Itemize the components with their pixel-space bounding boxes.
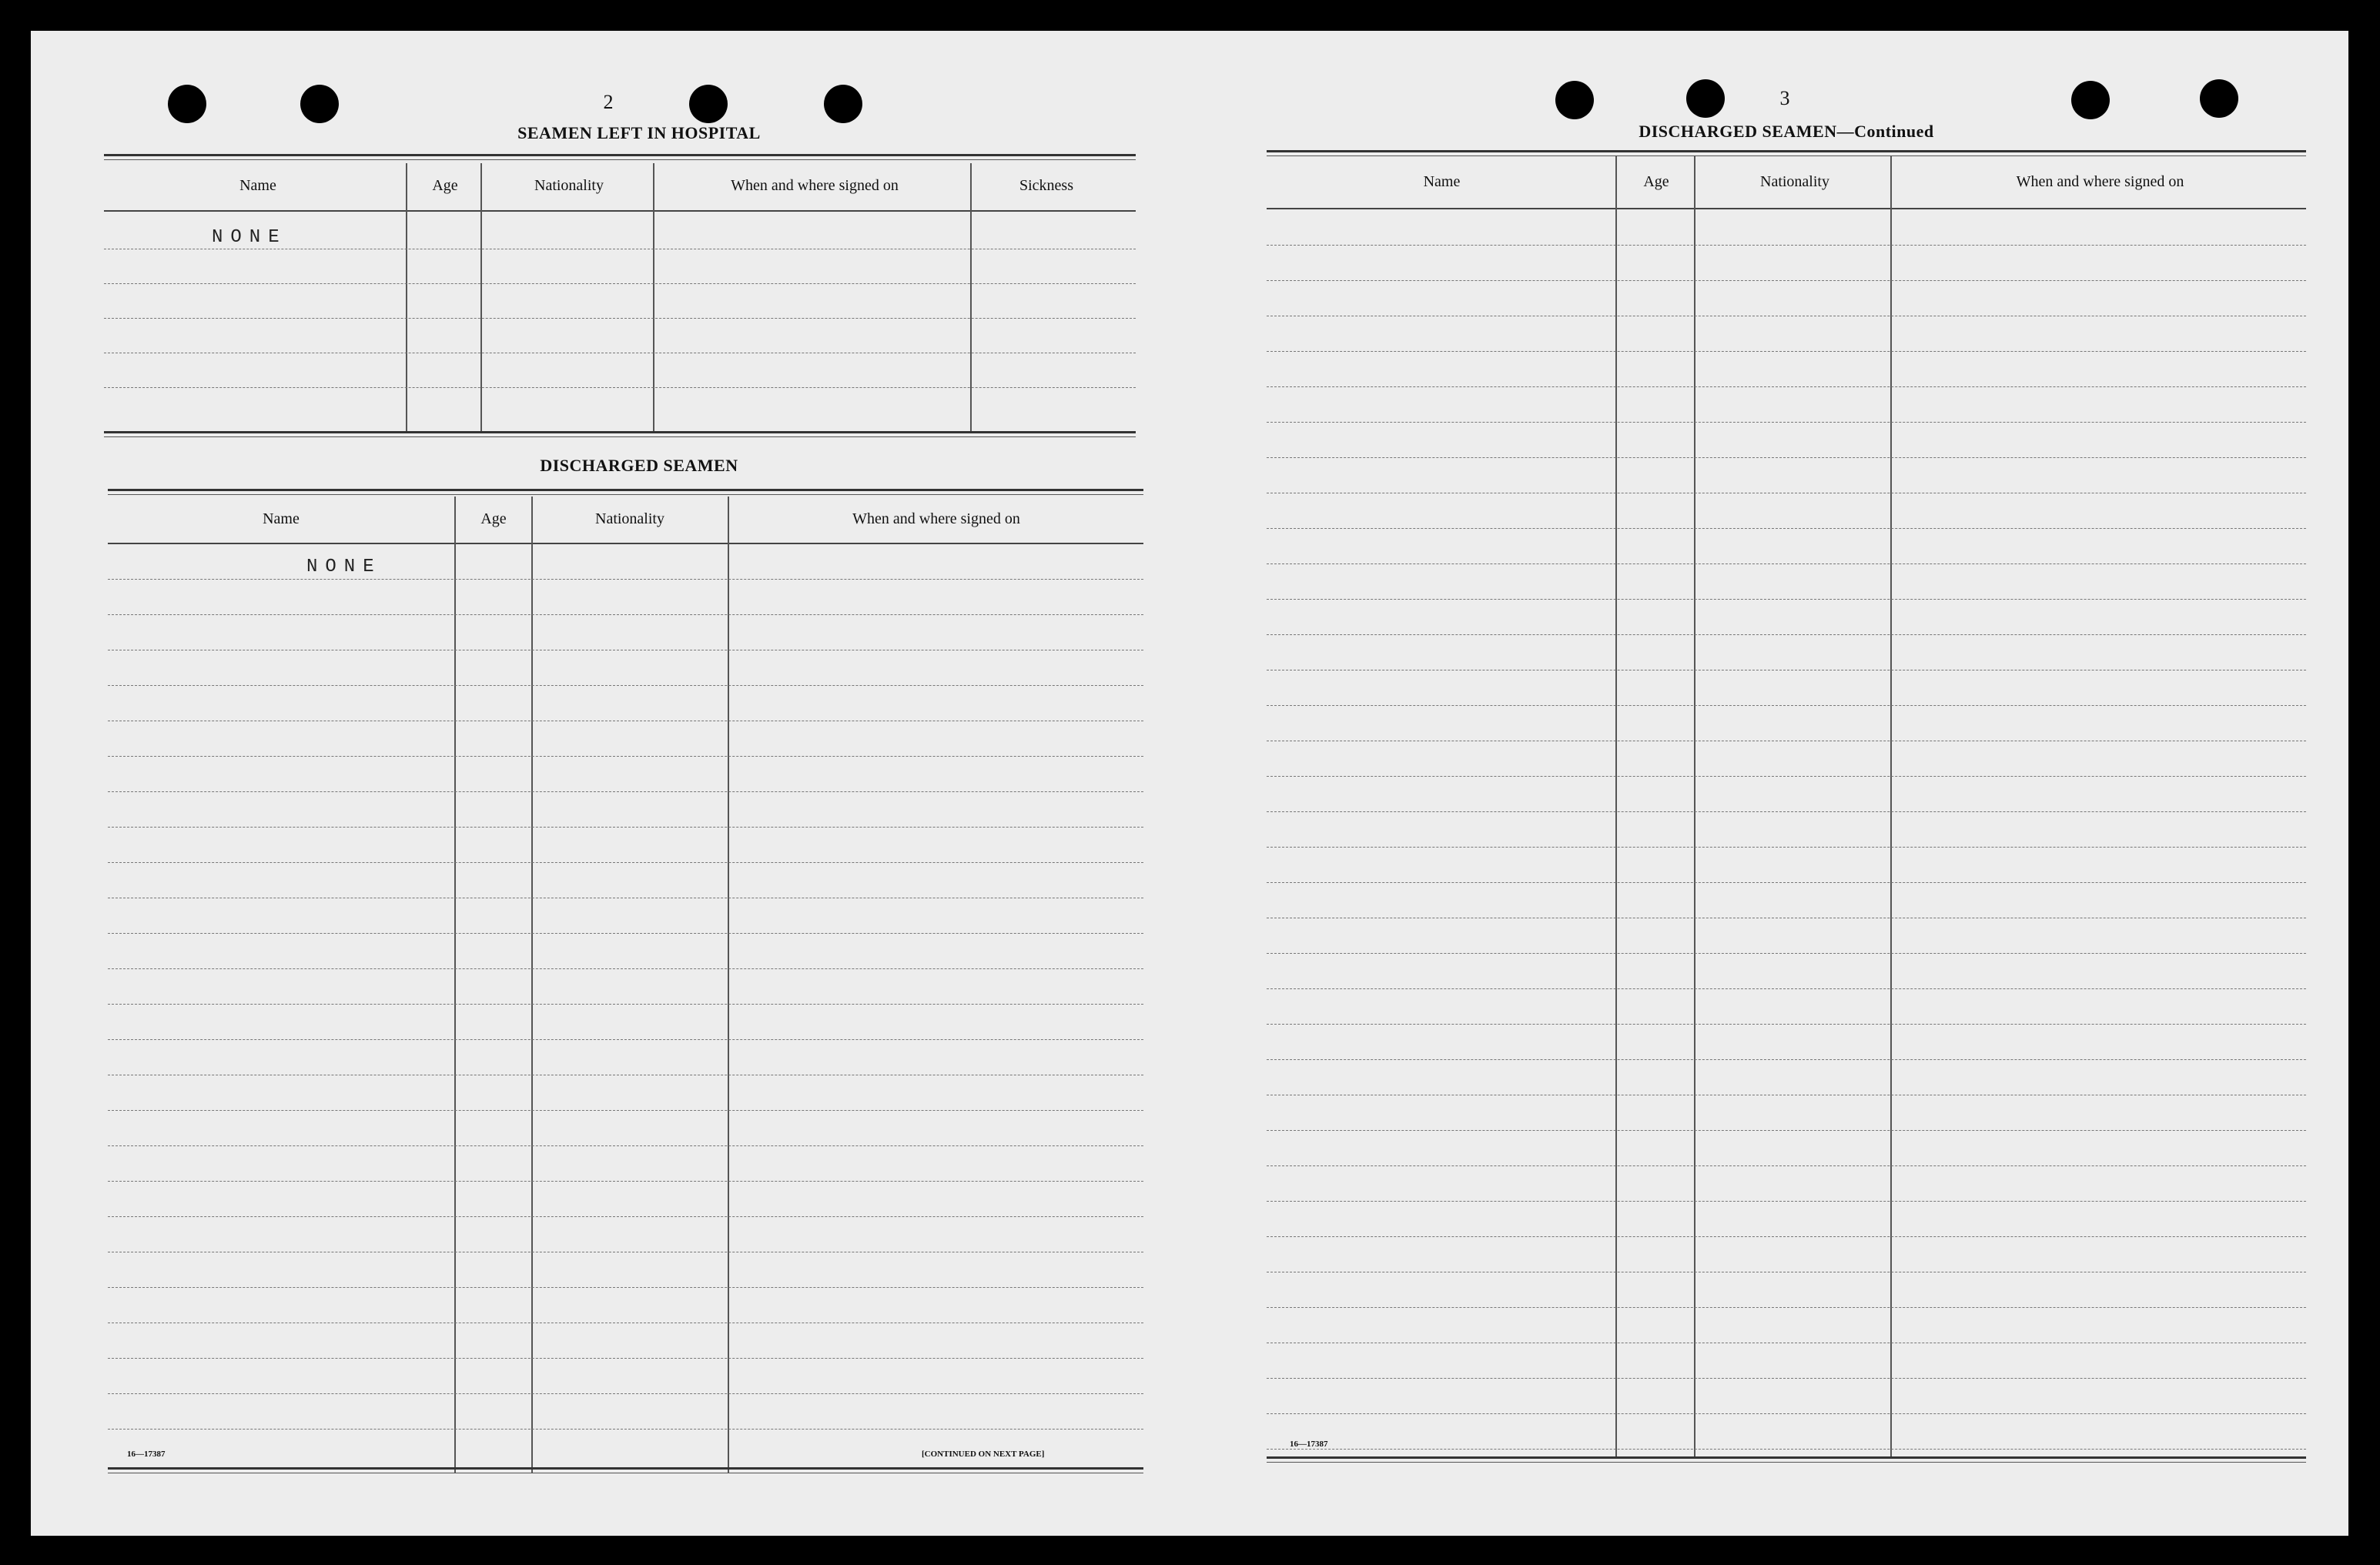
row-line	[1267, 1059, 2306, 1060]
row-line	[1267, 634, 2306, 635]
row-line	[1267, 953, 2306, 954]
right-top-rule	[1267, 150, 2306, 152]
hospital-header-signed-on: When and where signed on	[731, 177, 899, 194]
form-sheet	[31, 31, 2348, 1536]
discharged-header-name: Name	[263, 510, 300, 527]
row-line	[108, 1429, 1143, 1430]
row-line	[108, 1358, 1143, 1359]
row-line	[1267, 1130, 2306, 1131]
row-line	[108, 1110, 1143, 1111]
punch-hole	[1555, 81, 1594, 119]
hospital-header-name: Name	[239, 177, 276, 194]
punch-hole	[2071, 81, 2110, 119]
row-line	[1267, 1236, 2306, 1237]
hospital-column-divider	[480, 163, 482, 433]
form-number-right: 16—17387	[1290, 1440, 1328, 1449]
punch-hole	[689, 85, 728, 123]
row-line	[108, 685, 1143, 686]
discharged-header-nationality: Nationality	[595, 510, 664, 527]
hospital-row-line	[104, 283, 1136, 284]
row-line	[108, 827, 1143, 828]
right-bottom-rule	[1267, 1456, 2306, 1459]
row-line	[108, 579, 1143, 580]
discharged-header-signed-on: When and where signed on	[852, 510, 1020, 527]
row-line	[1267, 599, 2306, 600]
discharged-header-age: Age	[480, 510, 507, 527]
right-page-title-main: DISCHARGED SEAMEN	[1639, 122, 1837, 141]
row-line	[108, 1039, 1143, 1040]
punch-hole	[824, 85, 862, 123]
row-line	[1267, 422, 2306, 423]
hospital-section-title: SEAMEN LEFT IN HOSPITAL	[517, 123, 761, 142]
hospital-row-line	[104, 318, 1136, 319]
hospital-header-age: Age	[432, 177, 458, 194]
discharged-column-divider	[531, 497, 533, 1473]
row-line	[1267, 705, 2306, 706]
row-line	[108, 614, 1143, 615]
row-line	[108, 933, 1143, 934]
row-line	[1267, 776, 2306, 777]
punch-hole	[2200, 79, 2238, 118]
hospital-header-sickness: Sickness	[1019, 177, 1073, 194]
row-line	[1267, 528, 2306, 529]
punch-hole	[168, 85, 206, 123]
row-line	[1267, 351, 2306, 352]
row-line	[1267, 1413, 2306, 1414]
row-line	[108, 1216, 1143, 1217]
row-line	[1267, 1165, 2306, 1166]
row-line	[1267, 563, 2306, 564]
discharged-column-divider	[728, 497, 729, 1473]
hospital-column-divider	[406, 163, 407, 433]
row-line	[1267, 847, 2306, 848]
discharged-bottom-rule	[108, 1467, 1143, 1470]
row-line	[1267, 1378, 2306, 1379]
right-header-rule	[1267, 208, 2306, 209]
row-line	[108, 1393, 1143, 1394]
right-header-age: Age	[1643, 173, 1669, 190]
discharged-header-rule	[108, 543, 1143, 544]
row-line	[1267, 1307, 2306, 1308]
row-line	[1267, 1201, 2306, 1202]
right-header-nationality: Nationality	[1760, 173, 1829, 190]
row-line	[108, 968, 1143, 969]
discharged-entry-none: NONE	[306, 557, 382, 577]
discharged-section-title: DISCHARGED SEAMEN	[540, 456, 738, 475]
punch-hole	[300, 85, 339, 123]
row-line	[1267, 988, 2306, 989]
hospital-header-nationality: Nationality	[534, 177, 604, 194]
page-number-left: 2	[603, 91, 614, 113]
hospital-top-rule	[104, 154, 1136, 156]
row-line	[108, 791, 1143, 792]
row-line	[1267, 457, 2306, 458]
row-line	[1267, 1449, 2306, 1450]
page-number-right: 3	[1779, 87, 1790, 109]
row-line	[1267, 1024, 2306, 1025]
hospital-column-divider	[653, 163, 654, 433]
row-line	[1267, 245, 2306, 246]
hospital-bottom-rule	[104, 431, 1136, 433]
continued-note: [CONTINUED ON NEXT PAGE]	[922, 1450, 1045, 1459]
row-line	[108, 1145, 1143, 1146]
right-header-name: Name	[1423, 173, 1461, 190]
hospital-column-divider	[970, 163, 972, 433]
row-line	[1267, 386, 2306, 387]
row-line	[108, 862, 1143, 863]
row-line	[1267, 280, 2306, 281]
row-line	[108, 1004, 1143, 1005]
discharged-top-rule	[108, 489, 1143, 491]
right-page-title-suffix: —Continued	[1836, 122, 1934, 141]
hospital-entry-none: NONE	[212, 227, 287, 248]
row-line	[108, 1287, 1143, 1288]
row-line	[1267, 811, 2306, 812]
punch-hole	[1686, 79, 1725, 118]
hospital-header-rule	[104, 210, 1136, 212]
right-header-signed-on: When and where signed on	[2016, 173, 2184, 190]
form-number-left: 16—17387	[127, 1450, 166, 1459]
right-page-title	[1540, 122, 2033, 142]
hospital-row-line	[104, 387, 1136, 388]
row-line	[108, 1181, 1143, 1182]
row-line	[108, 756, 1143, 757]
discharged-column-divider	[454, 497, 456, 1473]
row-line	[1267, 882, 2306, 883]
